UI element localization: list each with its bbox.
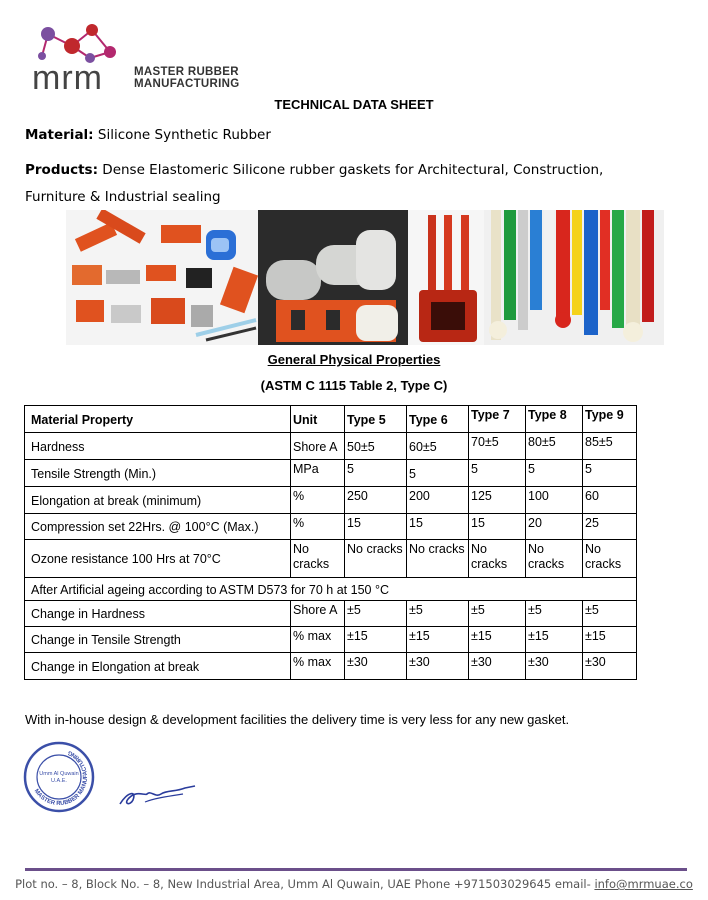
- photo-colored-tubes: [484, 210, 664, 345]
- table-cell: 5: [407, 460, 469, 487]
- table-cell: 50±5: [345, 433, 407, 460]
- table-cell: 25: [583, 514, 637, 540]
- footer-email-link[interactable]: info@mrmuae.co: [594, 877, 693, 891]
- table-cell: ±5: [526, 601, 583, 627]
- table-row: [25, 601, 637, 627]
- table-cell: 60: [583, 487, 637, 514]
- table-cell: 60±5: [407, 433, 469, 460]
- footer-address: Plot no. – 8, Block No. – 8, New Industrial Area, Umm Al Quwain, UAE Phone +971503029645 email-: [15, 877, 595, 891]
- table-cell: MPa: [291, 460, 345, 487]
- svg-text:MASTER RUBBER MANUFACTURING: MASTER RUBBER MANUFACTURING: [32, 748, 90, 808]
- properties-table: [24, 405, 637, 680]
- company-name: MASTER RUBBER MANUFACTURING: [134, 66, 240, 90]
- table-cell: 5: [469, 460, 526, 487]
- property-name: Tensile Strength (Min.): [25, 460, 291, 487]
- property-name: Change in Elongation at break: [25, 653, 291, 680]
- property-name: Change in Tensile Strength: [25, 627, 291, 653]
- table-cell: ±5: [345, 601, 407, 627]
- logo-mark: mrm: [32, 59, 103, 94]
- table-row: [25, 460, 637, 487]
- table-cell: 100: [526, 487, 583, 514]
- photo-assorted-gaskets: [66, 210, 258, 345]
- header-cell: Type 5: [345, 406, 407, 433]
- ageing-note-row: [25, 578, 637, 601]
- signature: [115, 782, 200, 810]
- table-cell: ±30: [407, 653, 469, 680]
- table-cell: No cracks: [407, 540, 469, 578]
- table-row: [25, 433, 637, 460]
- svg-text:Umm Al Quwain: Umm Al Quwain: [39, 771, 79, 777]
- header-cell: Unit: [291, 406, 345, 433]
- section-subtitle: (ASTM C 1115 Table 2, Type C): [260, 378, 448, 393]
- table-cell: %: [291, 514, 345, 540]
- material-label: Material:: [25, 127, 94, 143]
- header-cell: Type 8: [526, 406, 583, 433]
- table-cell: 20: [526, 514, 583, 540]
- table-cell: No cracks: [526, 540, 583, 578]
- table-cell: 80±5: [526, 433, 583, 460]
- table-cell: %: [291, 487, 345, 514]
- delivery-note: With in-house design & development facilities the delivery time is very less for any new gasket.: [25, 712, 570, 727]
- products-label: Products:: [25, 162, 98, 178]
- company-stamp: [22, 740, 96, 814]
- property-name: Compression set 22Hrs. @ 100°C (Max.): [25, 514, 291, 540]
- property-name: Hardness: [25, 433, 291, 460]
- table-cell: Shore A: [291, 601, 345, 627]
- property-name: Elongation at break (minimum): [25, 487, 291, 514]
- table-cell: Shore A: [291, 433, 345, 460]
- table-cell: % max: [291, 627, 345, 653]
- table-cell: No cracks: [291, 540, 345, 578]
- header-cell: Type 9: [583, 406, 637, 433]
- table-row: [25, 540, 637, 578]
- section-title: General Physical Properties: [267, 352, 441, 367]
- table-cell: 70±5: [469, 433, 526, 460]
- table-cell: ±30: [583, 653, 637, 680]
- products-line: [25, 157, 625, 211]
- table-cell: No cracks: [345, 540, 407, 578]
- table-row: [25, 627, 637, 653]
- material-line: [25, 127, 271, 143]
- svg-text:U.A.E.: U.A.E.: [51, 778, 67, 784]
- footer-divider: [25, 868, 687, 871]
- header-cell: Type 7: [469, 406, 526, 433]
- table-cell: ±5: [583, 601, 637, 627]
- table-cell: 200: [407, 487, 469, 514]
- photo-profiles-dark: [258, 210, 408, 345]
- table-cell: ±30: [526, 653, 583, 680]
- document-title: TECHNICAL DATA SHEET: [274, 97, 434, 112]
- table-cell: No cracks: [583, 540, 637, 578]
- table-row: [25, 514, 637, 540]
- table-cell: 15: [345, 514, 407, 540]
- table-header-row: [25, 406, 637, 433]
- material-value: Silicone Synthetic Rubber: [97, 127, 271, 143]
- table-cell: 250: [345, 487, 407, 514]
- table-cell: 85±5: [583, 433, 637, 460]
- table-cell: ±15: [407, 627, 469, 653]
- table-cell: 125: [469, 487, 526, 514]
- ageing-note: After Artificial ageing according to ASTM D573 for 70 h at 150 °C: [25, 578, 637, 601]
- product-photos: [66, 210, 664, 345]
- products-value: Dense Elastomeric Silicone rubber gaskets for Architectural, Construction, Furniture & Industrial sealing: [25, 162, 604, 205]
- table-cell: ±15: [345, 627, 407, 653]
- table-cell: ±15: [469, 627, 526, 653]
- table-cell: % max: [291, 653, 345, 680]
- table-cell: 15: [469, 514, 526, 540]
- table-cell: 5: [526, 460, 583, 487]
- header-cell: Type 6: [407, 406, 469, 433]
- table-cell: 5: [345, 460, 407, 487]
- footer: [0, 877, 708, 891]
- property-name: Ozone resistance 100 Hrs at 70°C: [25, 540, 291, 578]
- table-cell: 15: [407, 514, 469, 540]
- table-cell: No cracks: [469, 540, 526, 578]
- header-cell: Material Property: [25, 406, 291, 433]
- photo-red-profile: [408, 210, 484, 345]
- table-cell: ±5: [469, 601, 526, 627]
- table-cell: ±5: [407, 601, 469, 627]
- property-name: Change in Hardness: [25, 601, 291, 627]
- table-cell: 5: [583, 460, 637, 487]
- table-cell: ±15: [526, 627, 583, 653]
- table-cell: ±30: [469, 653, 526, 680]
- table-row: [25, 653, 637, 680]
- table-cell: ±15: [583, 627, 637, 653]
- table-cell: ±30: [345, 653, 407, 680]
- table-row: [25, 487, 637, 514]
